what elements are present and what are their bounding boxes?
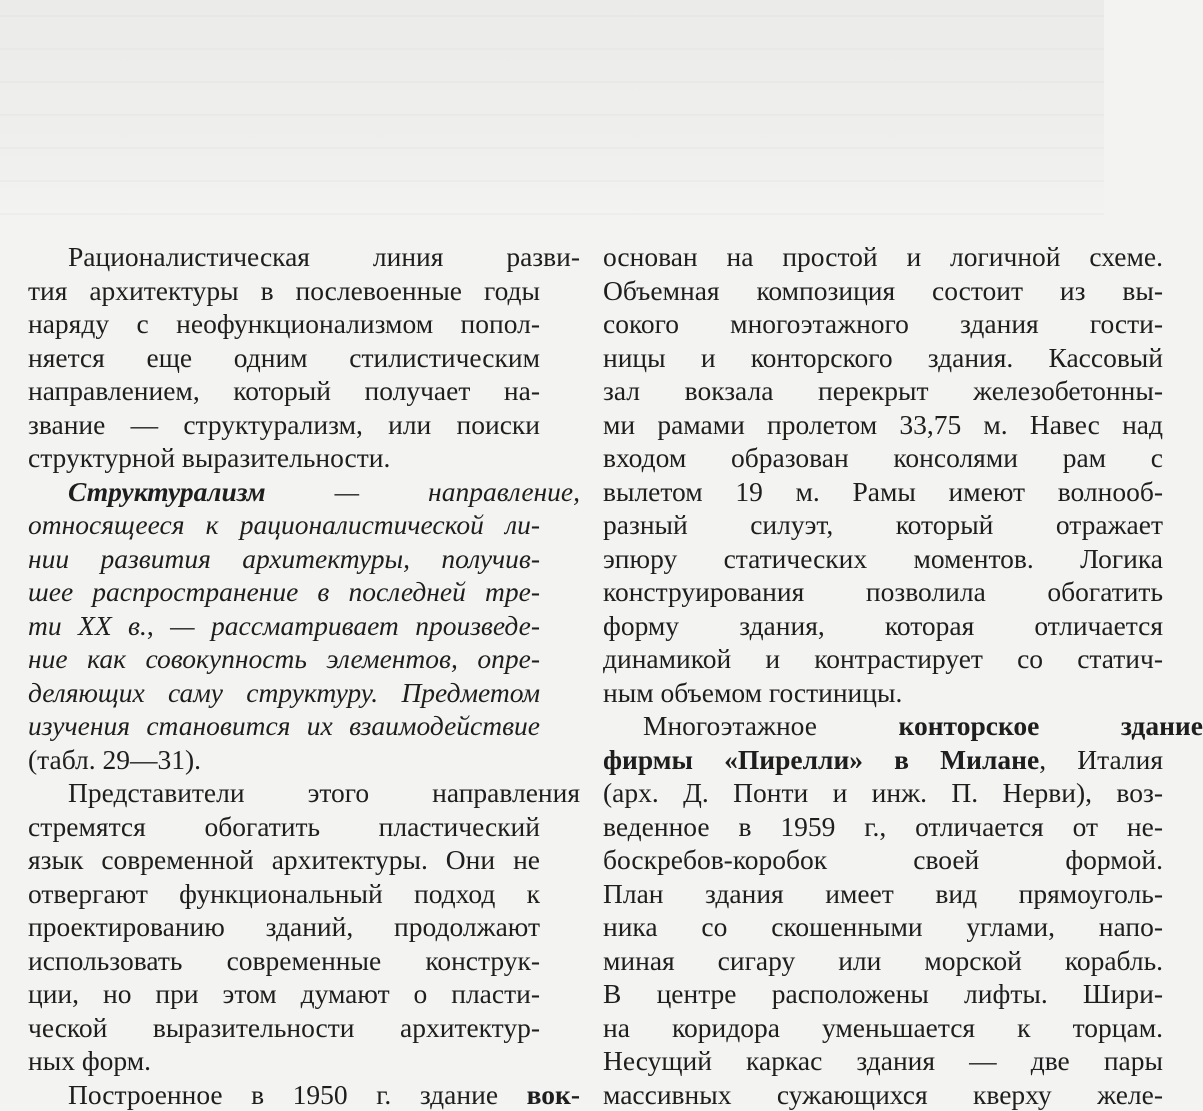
text-line: шее распространение в последней тре- xyxy=(28,575,540,609)
text-line: ние как совокупность элементов, опре- xyxy=(28,642,540,676)
text-line: Рационалистическая линия разви- xyxy=(28,240,580,274)
text-fragment: фирмы «Пирелли» в Милане xyxy=(603,744,1039,775)
text-line: Несущий каркас здания — две пары xyxy=(603,1044,1163,1078)
show-through-text-area xyxy=(0,0,1104,215)
left-text-column xyxy=(28,240,540,1111)
text-line: В центре расположены лифты. Шири- xyxy=(603,977,1163,1011)
text-line: План здания имеет вид прямоуголь- xyxy=(603,877,1163,911)
text-line: сокого многоэтажного здания гости- xyxy=(603,307,1163,341)
text-line: отвергают функциональный подход к xyxy=(28,877,540,911)
text-line: форму здания, которая отличается xyxy=(603,609,1163,643)
right-text-column xyxy=(603,240,1163,1111)
text-line: ницы и конторского здания. Кассовый xyxy=(603,341,1163,375)
text-line: боскребов-коробок своей формой. xyxy=(603,843,1163,877)
text-line: миная сигару или морской корабль. xyxy=(603,944,1163,978)
text-line: (арх. Д. Понти и инж. П. Нерви), воз- xyxy=(603,776,1163,810)
text-line: ных форм. xyxy=(28,1044,540,1078)
text-line: динамикой и контрастирует со статич- xyxy=(603,642,1163,676)
text-line: деляющих саму структуру. Предметом xyxy=(28,676,540,710)
text-fragment: Построенное в 1950 г. здание xyxy=(68,1079,527,1110)
text-line: проектированию зданий, продолжают xyxy=(28,910,540,944)
text-line: на коридора уменьшается к торцам. xyxy=(603,1011,1163,1045)
text-line: нии развития архитектуры, получив- xyxy=(28,542,540,576)
text-line: ника со скошенными углами, напо- xyxy=(603,910,1163,944)
text-line: основан на простой и логичной схеме. xyxy=(603,240,1163,274)
text-line: стремятся обогатить пластический xyxy=(28,810,540,844)
text-line: ми рамами пролетом 33,75 м. Навес над xyxy=(603,408,1163,442)
text-line: структурной выразительности. xyxy=(28,441,540,475)
text-line xyxy=(28,1078,580,1111)
text-line: использовать современные конструк- xyxy=(28,944,540,978)
text-line: (табл. 29—31). xyxy=(28,743,540,777)
text-fragment: , xyxy=(147,610,170,641)
text-fragment: конторское здание xyxy=(898,710,1203,741)
text-line: язык современной архитектуры. Они не xyxy=(28,843,540,877)
text-line xyxy=(28,475,580,509)
text-fragment: — рассматривает произведе- xyxy=(170,610,540,641)
text-line: Объемная композиция состоит из вы- xyxy=(603,274,1163,308)
text-line: конструирования позволила обогатить xyxy=(603,575,1163,609)
text-line: няется еще одним стилистическим xyxy=(28,341,540,375)
text-line: Представители этого направления xyxy=(28,776,580,810)
text-line xyxy=(603,709,1203,743)
text-line: ческой выразительности архитектур- xyxy=(28,1011,540,1045)
text-line xyxy=(603,743,1163,777)
text-line: массивных сужающихся кверху желе- xyxy=(603,1078,1163,1111)
text-line: вылетом 19 м. Рамы имеют волнооб- xyxy=(603,475,1163,509)
text-line: веденное в 1959 г., отличается от не- xyxy=(603,810,1163,844)
text-line xyxy=(28,609,540,643)
text-fragment: — направление, xyxy=(266,476,580,507)
text-line: входом образован консолями рам с xyxy=(603,441,1163,475)
text-fragment: Многоэтажное xyxy=(643,710,898,741)
text-fragment: вок- xyxy=(527,1079,580,1110)
text-line: относящееся к рационалистической ли- xyxy=(28,508,540,542)
text-line: ным объемом гостиницы. xyxy=(603,676,1163,710)
text-line: звание — структурализм, или поиски xyxy=(28,408,540,442)
text-fragment: , Италия xyxy=(1039,744,1163,775)
text-line: разный силуэт, который отражает xyxy=(603,508,1163,542)
text-line: зал вокзала перекрыт железобетонны- xyxy=(603,374,1163,408)
text-fragment: ти XX в. xyxy=(28,610,147,641)
text-fragment: Структурализм xyxy=(68,476,266,507)
text-line: эпюру статических моментов. Логика xyxy=(603,542,1163,576)
text-line: направлением, который получает на- xyxy=(28,374,540,408)
text-line: наряду с неофункционализмом попол- xyxy=(28,307,540,341)
text-line: изучения становится их взаимодействие xyxy=(28,709,540,743)
text-line: ции, но при этом думают о пласти- xyxy=(28,977,540,1011)
text-line: тия архитектуры в послевоенные годы xyxy=(28,274,540,308)
